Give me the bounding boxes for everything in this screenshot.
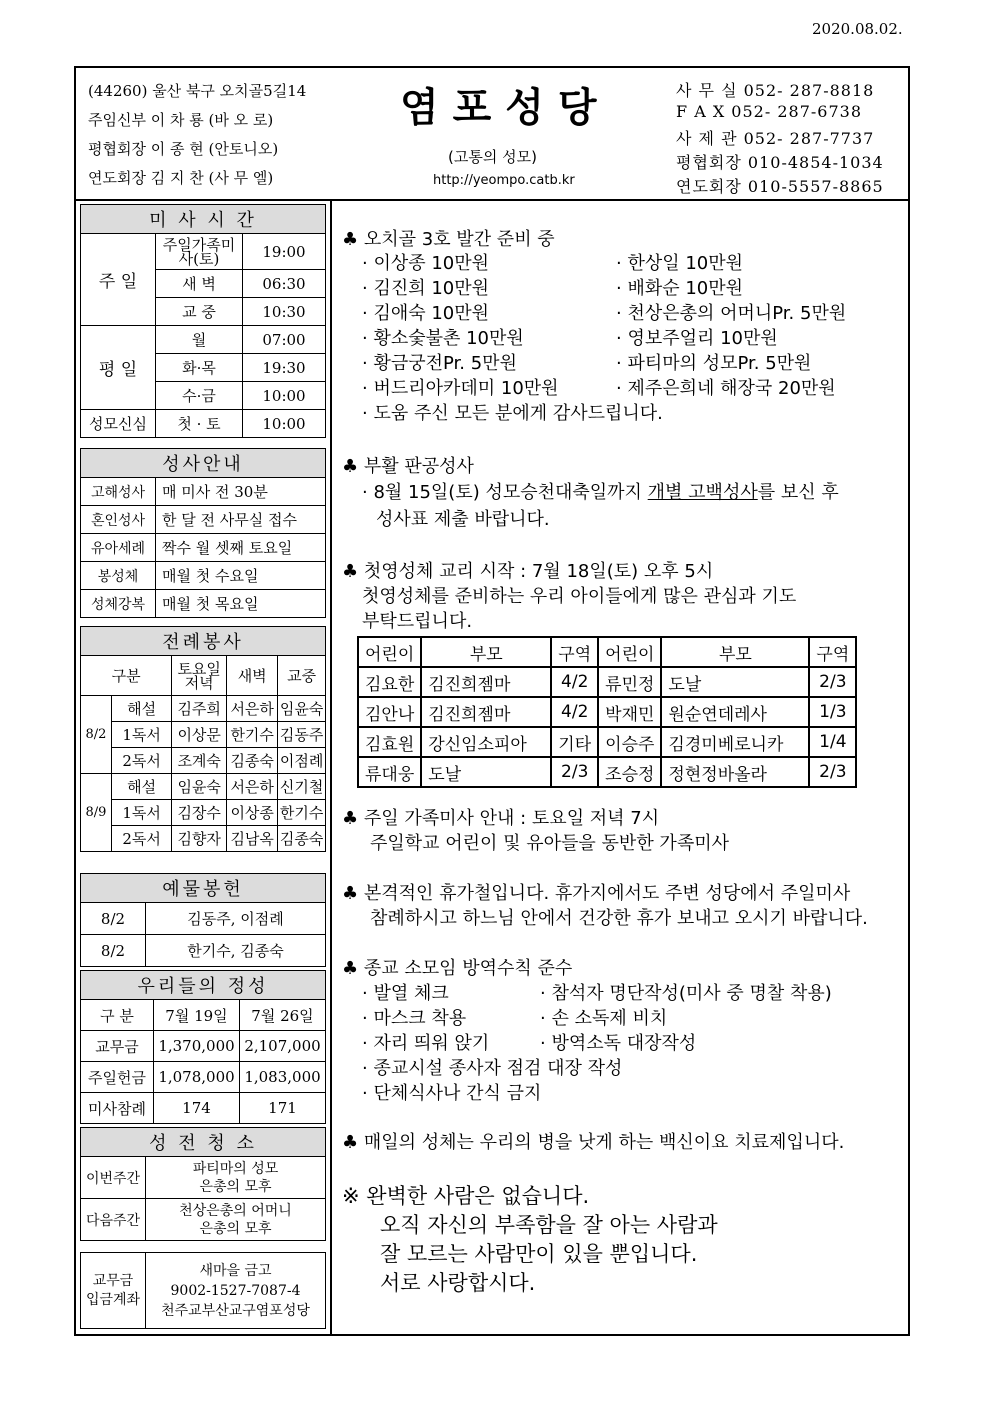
finance-title: 우리들의 정성: [81, 971, 326, 1000]
sacrament-name: 유아세례: [81, 534, 156, 562]
contact-rectory: 사 제 관 052- 287-7737: [676, 129, 875, 148]
contact-elder: 연도회장 010-5557-8865: [676, 177, 884, 196]
liturgy-role: 2독서: [112, 826, 172, 852]
news2-text: · 8월 15일(토) 성모승천대축일까지: [362, 482, 648, 503]
account-holder: 천주교부산교구염포성당: [161, 1302, 310, 1319]
rule-item: · 방역소독 대장작성: [540, 1033, 697, 1054]
rule-item: · 발열 체크: [362, 983, 449, 1004]
issue-date: 2020.08.02.: [812, 20, 903, 38]
mass-name: 주일가족미사(토): [156, 234, 243, 270]
parent: 강신임소피아: [421, 727, 551, 757]
news5-line1: 참례하시고 하느님 안에서 건강한 휴가 보내고 오시기 바랍니다.: [370, 908, 868, 929]
sacrament-name: 성체강복: [81, 590, 156, 618]
liturgy-role: 해설: [112, 696, 172, 722]
liturgy-col: 구분: [81, 656, 172, 696]
liturgy-dawn: 김종숙: [227, 748, 278, 774]
finance-col: 7월 19일: [154, 1000, 240, 1031]
account-bank: 새마을 금고: [199, 1262, 272, 1279]
rule-item: · 참석자 명단작성(미사 중 명찰 착용): [540, 983, 832, 1004]
communion-col: 어린이: [358, 637, 421, 667]
district: 2/3: [809, 757, 856, 787]
mass-time: 06:30: [243, 270, 326, 298]
finance-b: 2,107,000: [240, 1031, 326, 1062]
account-label: 입금계좌: [85, 1291, 141, 1308]
sacraments-title: 성사안내: [81, 449, 326, 478]
parent: 김경미베로니카: [661, 727, 809, 757]
liturgy-title: 전례봉사: [81, 627, 326, 656]
news2-underlined: 개별 고백성사: [647, 482, 758, 503]
liturgy-role: 1독서: [112, 800, 172, 826]
cleaning-table: [80, 1127, 326, 1241]
parent: 원순연데레사: [661, 697, 809, 727]
child: 김안나: [358, 697, 421, 727]
mass-time: 10:30: [243, 298, 326, 326]
child: 류민정: [598, 667, 661, 697]
mass-name: 월: [156, 326, 243, 354]
contact-fax: F A X 052- 287-6738: [676, 102, 862, 121]
finance-a: 174: [154, 1093, 240, 1124]
liturgy-main: 이점례: [278, 748, 326, 774]
offering-title: 예물봉헌: [81, 874, 326, 903]
thanks-line: · 도움 주신 모든 분에게 감사드립니다.: [362, 403, 663, 424]
liturgy-sat: 이상문: [172, 722, 227, 748]
donor-item: · 영보주얼리 10만원: [616, 328, 778, 349]
finance-a: 1,370,000: [154, 1031, 240, 1062]
liturgy-role: 2독서: [112, 748, 172, 774]
sacrament-name: 봉성체: [81, 562, 156, 590]
donor-item: · 제주은희네 해장국 20만원: [616, 378, 836, 399]
priest: 주임신부 이 차 룡 (바 오 로): [88, 111, 274, 129]
mass-name: 새 벽: [156, 270, 243, 298]
liturgy-sat: 임윤숙: [172, 774, 227, 800]
news3-title: ♣ 첫영성체 교리 시작 : 7월 18일(토) 오후 5시: [342, 561, 714, 582]
devotion-day: 첫 · 토: [156, 410, 243, 438]
finance-table: [80, 970, 326, 1124]
liturgy-col: 교중: [278, 656, 326, 696]
liturgy-main: 신기철: [278, 774, 326, 800]
donor-item: · 황소숯불촌 10만원: [362, 328, 524, 349]
sacrament-name: 고해성사: [81, 478, 156, 506]
communion-col: 부모: [661, 637, 809, 667]
council-head: 평협회장 이 종 현 (안토니오): [88, 140, 279, 158]
parish-subtitle: (고통의 성모): [448, 148, 537, 166]
devotion-label: 성모신심: [81, 410, 156, 438]
liturgy-role: 해설: [112, 774, 172, 800]
child: 류대웅: [358, 757, 421, 787]
rule-item: · 자리 띄워 앉기: [362, 1033, 490, 1054]
cleaning-line: 파티마의 성모: [192, 1160, 279, 1177]
mass-time: 19:30: [243, 354, 326, 382]
liturgy-main: 한기수: [278, 800, 326, 826]
devotion-time: 10:00: [243, 410, 326, 438]
parish-title: 염포성당: [400, 85, 611, 131]
mass-schedule-table: [80, 204, 326, 438]
donor-item: · 한상일 10만원: [616, 253, 744, 274]
finance-a: 1,078,000: [154, 1062, 240, 1093]
liturgy-dawn: 한기수: [227, 722, 278, 748]
news4-title: ♣ 주일 가족미사 안내 : 토요일 저녁 7시: [342, 808, 660, 829]
mass-name: 교 중: [156, 298, 243, 326]
donor-item: · 배화순 10만원: [616, 278, 744, 299]
rule-item: · 단체식사나 간식 금지: [362, 1083, 542, 1104]
district: 2/3: [809, 667, 856, 697]
news3-line1: 첫영성체를 준비하는 우리 아이들에게 많은 관심과 기도: [362, 586, 797, 607]
sacrament-desc: 한 달 전 사무실 접수: [156, 506, 326, 534]
parent: 김진희젬마: [421, 667, 551, 697]
child: 박재민: [598, 697, 661, 727]
quote-line: 오직 자신의 부족함을 잘 아는 사람과: [380, 1213, 718, 1237]
liturgy-dawn: 서은하: [227, 774, 278, 800]
liturgy-sat: 조계숙: [172, 748, 227, 774]
liturgy-dawn: 이상종: [227, 800, 278, 826]
donor-item: · 이상종 10만원: [362, 253, 490, 274]
sacrament-desc: 매월 첫 목요일: [156, 590, 326, 618]
column-divider: [330, 200, 332, 1336]
mass-time: 10:00: [243, 382, 326, 410]
liturgy-dawn: 서은하: [227, 696, 278, 722]
finance-name: 교무금: [81, 1031, 154, 1062]
donor-item: · 버드리아카데미 10만원: [362, 378, 559, 399]
news5-title: ♣ 본격적인 휴가철입니다. 휴가지에서도 주변 성당에서 주일미사: [342, 883, 851, 904]
liturgy-col: 새벽: [227, 656, 278, 696]
liturgy-main: 김동주: [278, 722, 326, 748]
district: 1/3: [809, 697, 856, 727]
account-label: 교무금: [92, 1272, 134, 1289]
sacrament-desc: 매 미사 전 30분: [156, 478, 326, 506]
mass-time: 07:00: [243, 326, 326, 354]
mass-name: 수·금: [156, 382, 243, 410]
liturgy-table: [80, 626, 326, 852]
weekday-label: 평 일: [81, 326, 156, 410]
offering-table: [80, 873, 326, 967]
offering-names: 한기수, 김종숙: [146, 935, 326, 967]
mass-time: 19:00: [243, 234, 326, 270]
parent: 도날: [661, 667, 809, 697]
child: 이승주: [598, 727, 661, 757]
liturgy-date: 8/2: [81, 696, 112, 774]
address: (44260) 울산 북구 오치골5길14: [88, 82, 307, 100]
quote-line: 서로 사랑합시다.: [380, 1271, 536, 1295]
district: 1/4: [809, 727, 856, 757]
cleaning-title: 성 전 청 소: [81, 1128, 326, 1157]
liturgy-dawn: 김남옥: [227, 826, 278, 852]
rule-item: · 마스크 착용: [362, 1008, 467, 1029]
parent: 도날: [421, 757, 551, 787]
account-number: 9002-1527-7087-4: [170, 1282, 301, 1299]
finance-name: 주일헌금: [81, 1062, 154, 1093]
liturgy-sat: 김주희: [172, 696, 227, 722]
news2-text: 를 보신 후: [757, 482, 839, 503]
child: 김요한: [358, 667, 421, 697]
liturgy-col: 토요일 저녁: [172, 656, 227, 696]
header-divider: [74, 199, 910, 201]
contact-office: 사 무 실 052- 287-8818: [676, 81, 875, 100]
communion-table: [357, 636, 857, 788]
cleaning-line: 은총의 모후: [199, 1220, 272, 1237]
donor-item: · 황금궁전Pr. 5만원: [362, 353, 517, 374]
district: 4/2: [551, 697, 598, 727]
news2-line1: [362, 478, 839, 504]
quote-line: 잘 모르는 사람만이 있을 뿐입니다.: [380, 1242, 698, 1266]
offering-date: 8/2: [81, 903, 146, 935]
account-table: [80, 1252, 326, 1329]
district: 2/3: [551, 757, 598, 787]
cleaning-line: 은총의 모후: [199, 1178, 272, 1195]
contact-council: 평협회장 010-4854-1034: [676, 153, 884, 172]
elder-head: 연도회장 김 지 찬 (사 무 엘): [88, 169, 274, 187]
mass-title: 미 사 시 간: [81, 205, 326, 234]
parent: 정현정바올라: [661, 757, 809, 787]
liturgy-date: 8/9: [81, 774, 112, 852]
sacrament-name: 혼인성사: [81, 506, 156, 534]
donor-item: · 김애숙 10만원: [362, 303, 490, 324]
cleaning-line: 천상은총의 어머니: [179, 1202, 292, 1219]
liturgy-main: 김종숙: [278, 826, 326, 852]
sunday-label: 주 일: [81, 234, 156, 326]
child: 조승정: [598, 757, 661, 787]
liturgy-sat: 김장수: [172, 800, 227, 826]
sacrament-desc: 짝수 월 셋째 토요일: [156, 534, 326, 562]
communion-col: 부모: [421, 637, 551, 667]
finance-col: 7월 26일: [240, 1000, 326, 1031]
donor-item: · 김진희 10만원: [362, 278, 490, 299]
district: 4/2: [551, 667, 598, 697]
donor-item: · 파티마의 성모Pr. 5만원: [616, 353, 812, 374]
sacraments-table: [80, 448, 326, 618]
rule-item: · 종교시설 종사자 점검 대장 작성: [362, 1058, 623, 1079]
liturgy-role: 1독서: [112, 722, 172, 748]
news2-title: ♣ 부활 판공성사: [342, 456, 474, 477]
child: 김효원: [358, 727, 421, 757]
liturgy-sat: 김향자: [172, 826, 227, 852]
communion-col: 구역: [809, 637, 856, 667]
donor-item: · 천상은총의 어머니Pr. 5만원: [616, 303, 847, 324]
finance-b: 1,083,000: [240, 1062, 326, 1093]
offering-date: 8/2: [81, 935, 146, 967]
finance-b: 171: [240, 1093, 326, 1124]
communion-col: 어린이: [598, 637, 661, 667]
communion-col: 구역: [551, 637, 598, 667]
cleaning-label: 이번주간: [81, 1157, 146, 1199]
liturgy-main: 임윤숙: [278, 696, 326, 722]
rule-item: · 손 소독제 비치: [540, 1008, 668, 1029]
cleaning-label: 다음주간: [81, 1199, 146, 1241]
news2-line2: 성사표 제출 바랍니다.: [376, 509, 550, 530]
parent: 김진희젬마: [421, 697, 551, 727]
news7: ♣ 매일의 성체는 우리의 병을 낫게 하는 백신이요 치료제입니다.: [342, 1132, 845, 1153]
parish-url[interactable]: http://yeompo.catb.kr: [433, 173, 575, 188]
mass-name: 화·목: [156, 354, 243, 382]
district: 기타: [551, 727, 598, 757]
news4-line1: 주일학교 어린이 및 유아들을 동반한 가족미사: [370, 833, 729, 854]
finance-col: 구 분: [81, 1000, 154, 1031]
news1-title: ♣ 오치골 3호 발간 준비 중: [342, 229, 555, 250]
news6-title: ♣ 종교 소모임 방역수칙 준수: [342, 958, 573, 979]
sacrament-desc: 매월 첫 수요일: [156, 562, 326, 590]
offering-names: 김동주, 이점례: [146, 903, 326, 935]
news3-line2: 부탁드립니다.: [362, 611, 473, 632]
finance-name: 미사참례: [81, 1093, 154, 1124]
quote-line: ※ 완벽한 사람은 없습니다.: [342, 1184, 590, 1208]
